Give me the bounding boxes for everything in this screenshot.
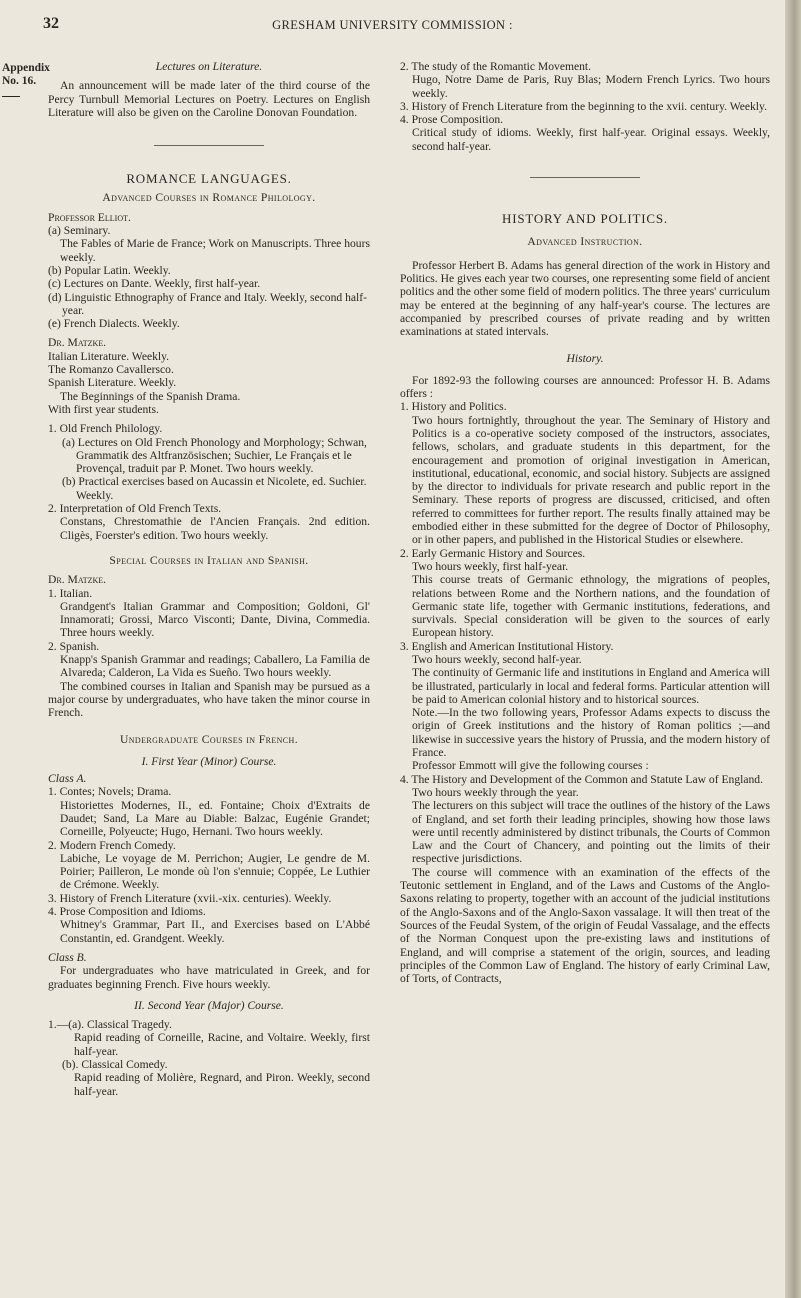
list-item: 1. History and Politics. xyxy=(400,400,507,414)
list-item: The lecturers on this subject will trace the outlines of the history of the Laws of England, and set forth their leading principles, showing how those laws were until recently administered by distinct tribunals, the Courts of Common Law and the Court of Chancery, and pointing out the limits of their respective jurisdictions. xyxy=(412,799,770,866)
matzke-item: Spanish Literature. Weekly. xyxy=(48,376,177,390)
list-item: 4. Prose Composition. xyxy=(400,113,504,127)
list-item: Two hours weekly, first half-year. xyxy=(412,559,569,573)
advanced-instruction-heading: Advanced Instruction. xyxy=(527,235,643,249)
matzke-name: Dr. Matzke. xyxy=(48,573,107,587)
list-item: Whitney's Grammar, Part II., and Exercises based on L'Abbé Constantin, ed. Grandgent. Weekly. xyxy=(60,918,370,945)
list-item: Rapid reading of Molière, Regnard, and Piron. Weekly, second half-year. xyxy=(74,1071,370,1098)
class-b: Class B. xyxy=(48,950,87,964)
matzke-item: The Beginnings of the Spanish Drama. xyxy=(60,389,241,403)
lit-text: An announcement will be made later of the third course of the Percy Turnbull Memorial Lectures on Poetry. Lectures on English Literature will also be given on the Caroline Donovan Foundation. xyxy=(48,79,370,119)
list-item: 3. History of French Literature from the beginning to the xvii. century. Weekly. xyxy=(400,99,767,113)
list-item: (a) Lectures on Old French Phonology and Morphology; Schwan, Grammatik des Altfranzösischen; Suchier, Le Français et le Provençal, traduit par P. Monet. Two hours weekly. xyxy=(62,435,367,476)
elliott-item: (b) Popular Latin. Weekly. xyxy=(48,263,171,277)
history-label: History. xyxy=(566,352,604,366)
list-item: Two hours fortnightly, throughout the year. The Seminary of History and Politics is a co-operative society composed of the instructors, associates, fellows, scholars, and graduate students in this department, for the encouragement and promotion of original investigation in American, institutional, educational, economic, and social history. Subjects are assigned by the director to individuals for private research and public report in the Seminary. These reports of progress are discussed, criticised, and often referred to committees for further report. The results finally attained may be embodied either in these submitted for the degree of Doctor of Philosophy, or in other papers, and published in the Historical Studies or elsewhere. xyxy=(412,413,770,547)
appendix-rule xyxy=(2,90,20,97)
list-item: 2. Early Germanic History and Sources. xyxy=(400,546,586,560)
list-item: 1. Contes; Novels; Drama. xyxy=(48,785,172,799)
note: Note.—In the two following years, Professor Adams expects to discuss the origin of Greek institutions and the history of Roman politics ;—and likewise in successive years the history of Prussia, and the modern history of France. xyxy=(412,706,770,760)
right-column xyxy=(400,24,770,985)
list-item: Two hours weekly through the year. xyxy=(412,785,579,799)
first-year-heading: I. First Year (Minor) Course. xyxy=(141,754,277,768)
list-item: 4. Prose Composition and Idioms. xyxy=(48,905,206,919)
list-item: The continuity of Germanic life and institutions in England and America will be illustrated, particularly in local and federal forms. Particular attention will be paid to American colonial history and to historical sources. xyxy=(412,666,770,706)
elliott-item: The Fables of Marie de France; Work on Manuscripts. Three hours weekly. xyxy=(60,237,370,264)
list-item: 2. Modern French Comedy. xyxy=(48,838,176,852)
list-item: 1.—(a). Classical Tragedy. xyxy=(48,1018,172,1032)
divider xyxy=(154,145,264,146)
running-title: GRESHAM UNIVERSITY COMMISSION : xyxy=(272,18,513,32)
list-item: 3. English and American Institutional History. xyxy=(400,639,614,653)
romance-heading: ROMANCE LANGUAGES. xyxy=(126,171,292,187)
list-item: The course will commence with an examination of the effects of the Teutonic settlement in England, and of the Laws and Customs of the Anglo-Saxons relating to property, together with an account of the judicial institutions of the Anglo-Saxons and of the Anglo-Saxon vassalage. It will then treat of the Sources of the Feudal System, of the origin of Feudal Vassalage, and the effects of the Norman Conquest upon the pre-existing laws and institutions of England, and will comprise a statement of the origin, sources, and leading principles of the Common Law of England. The history of early Criminal Law, of Torts, of Contracts, xyxy=(400,865,770,986)
list-item: 1. Italian. xyxy=(48,586,93,600)
announcement: For 1892-93 the following courses are announced: Professor H. B. Adams offers : xyxy=(400,373,770,401)
list-item: Labiche, Le voyage de M. Perrichon; Augier, Le gendre de M. Poirier; Pailleron, Le monde où l'on s'ennuie; Coppée, Le Luthier de Crémone. Weekly. xyxy=(60,851,370,892)
list-item: 1. Old French Philology. xyxy=(48,422,163,436)
list-item: Historiettes Modernes, II., ed. Fontaine; Choix d'Extraits de Daudet; Sand, La Mare au Diable: Balzac, Eugénie Grandet; Corneille, Polyeucte; Hugo, Hernani. Two hours weekly. xyxy=(60,798,370,839)
list-item: (b) Practical exercises based on Aucassin et Nicolete, ed. Suchier. Weekly. xyxy=(62,475,367,502)
appendix-label xyxy=(2,62,50,101)
special-heading: Special Courses in Italian and Spanish. xyxy=(109,553,309,567)
class-b-text: For undergraduates who have matriculated in Greek, and for graduates beginning French. Five hours weekly. xyxy=(48,964,370,991)
second-year-heading: II. Second Year (Major) Course. xyxy=(134,998,284,1012)
left-column xyxy=(48,60,370,1098)
appendix-text: Appendix xyxy=(2,62,50,74)
list-item: This course treats of Germanic ethnology, the migrations of peoples, relations between Rome and the Northern nations, and the foundation of Germanic state life, together with Germanic institutions, federations, and survivals. Special consideration will be given to the sources of early European history. xyxy=(412,573,770,640)
list-item: Grandgent's Italian Grammar and Composition; Goldoni, Gl' Innamorati; Grossi, Marco Visconti; Dante, Divina, Commedia. Three hours weekly. xyxy=(60,599,370,640)
elliott-item: (d) Linguistic Ethnography of France and Italy. Weekly, second half-year. xyxy=(48,290,367,317)
class-a: Class A. xyxy=(48,772,87,786)
divider xyxy=(530,177,640,178)
list-item: 4. The History and Development of the Common and Statute Law of England. xyxy=(400,772,763,786)
matzke-name: Dr. Matzke. xyxy=(48,336,107,350)
matzke-item: Italian Literature. Weekly. xyxy=(48,349,170,363)
list-item: Hugo, Notre Dame de Paris, Ruy Blas; Modern French Lyrics. Two hours weekly. xyxy=(412,73,770,100)
elliott-item: (e) French Dialects. Weekly. xyxy=(48,317,180,331)
page-number: 32 xyxy=(43,15,59,32)
emmott-line: Professor Emmott will give the following courses : xyxy=(412,759,649,773)
matzke-item: The Romanzo Cavallersco. xyxy=(48,363,174,377)
adams-paragraph: Professor Herbert B. Adams has general direction of the work in History and Politics. He gives each year two courses, one representing some field of ancient politics and the other some field of modern politics. The three years' curriculum may be entered at the beginning of any half-year's course. The lectures are accompanied by prescribed courses of private reading and by written examinations at stated intervals. xyxy=(400,258,770,339)
list-item: Rapid reading of Corneille, Racine, and Voltaire. Weekly, first half-year. xyxy=(74,1031,370,1058)
list-item: Two hours weekly, second half-year. xyxy=(412,652,582,666)
undergrad-heading: Undergraduate Courses in French. xyxy=(119,733,299,747)
list-item: Constans, Chrestomathie de l'Ancien Français. 2nd edition. Cligès, Foerster's edition. Two hours weekly. xyxy=(60,515,370,542)
advanced-heading: Advanced Courses in Romance Philology. xyxy=(102,191,316,205)
lit-title: Lectures on Literature. xyxy=(155,60,263,73)
appendix-number: No. 16. xyxy=(2,75,37,87)
list-item: 2. Interpretation of Old French Texts. xyxy=(48,502,222,516)
list-item: 2. The study of the Romantic Movement. xyxy=(400,60,592,73)
elliott-item: (c) Lectures on Dante. Weekly, first half-year. xyxy=(48,277,261,291)
elliott-item: (a) Seminary. xyxy=(48,224,111,238)
page-edge xyxy=(785,0,801,1298)
list-item: (b). Classical Comedy. xyxy=(62,1058,168,1071)
list-item: Critical study of idioms. Weekly, first half-year. Original essays. Weekly, second half-year. xyxy=(412,126,770,153)
matzke-item: With first year students. xyxy=(48,402,159,416)
list-item: 3. History of French Literature (xvii.-xix. centuries). Weekly. xyxy=(48,891,332,905)
history-heading: HISTORY AND POLITICS. xyxy=(502,211,668,227)
combined-note: The combined courses in Italian and Spanish may be pursued as a major course by undergraduates, who have taken the minor course in French. xyxy=(48,679,370,720)
list-item: 2. Spanish. xyxy=(48,639,100,653)
list-item: Knapp's Spanish Grammar and readings; Caballero, La Familia de Alvareda; Calderon, La Vida es Sueño. Two hours weekly. xyxy=(60,652,370,680)
elliott-name: Professor Elliot. xyxy=(48,210,131,224)
